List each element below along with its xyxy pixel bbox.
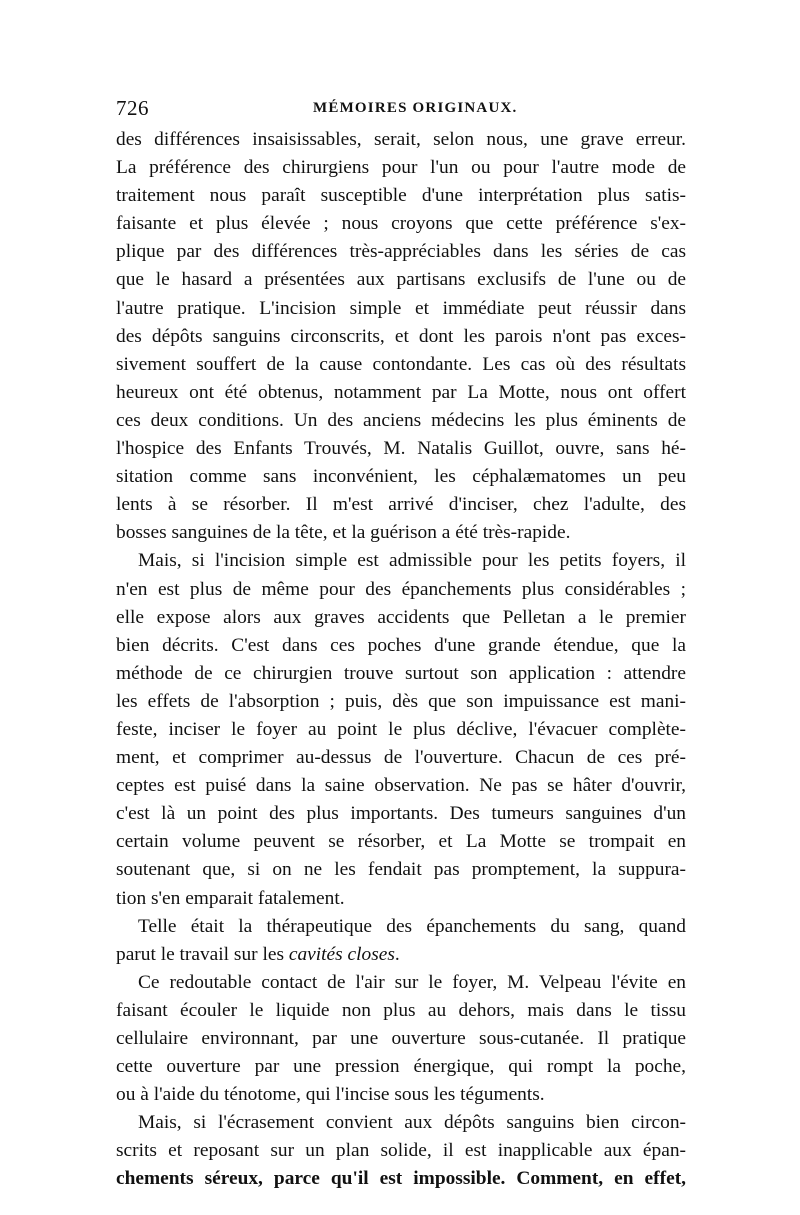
- text-line: c'est là un point des plus importants. Des tumeurs sanguines d'un: [116, 803, 686, 825]
- text-line: La préférence des chirurgiens pour l'un ou pour l'autre mode de: [116, 157, 686, 179]
- text-line: ceptes est puisé dans la saine observation. Ne pas se hâter d'ouvrir,: [116, 775, 686, 797]
- text-line: parut le travail sur les cavités closes.: [116, 943, 400, 965]
- paragraph: [116, 913, 686, 969]
- text-line: sitation comme sans inconvénient, les céphalæmatomes un peu: [116, 466, 686, 488]
- text-line: l'autre pratique. L'incision simple et immédiate peut réussir dans: [116, 297, 686, 319]
- text-line: les effets de l'absorption ; puis, dès que son impuissance est mani-: [116, 690, 686, 712]
- text-line: méthode de ce chirurgien trouve surtout son application : attendre: [116, 662, 686, 684]
- italic-phrase: cavités closes: [288, 943, 395, 965]
- text-line: Telle était la thérapeutique des épanchements du sang, quand: [138, 915, 686, 937]
- text-line: Mais, si l'incision simple est admissible pour les petits foyers, il: [138, 550, 686, 572]
- text-line: sivement souffert de la cause contondante. Les cas où des résultats: [116, 353, 686, 375]
- text-line: feste, inciser le foyer au point le plus déclive, l'évacuer complète-: [116, 718, 686, 740]
- text-line: bien décrits. C'est dans ces poches d'une grande étendue, que la: [116, 634, 686, 656]
- text-line: faisant écouler le liquide non plus au dehors, mais dans le tissu: [116, 999, 686, 1021]
- page-number: 726: [116, 96, 149, 120]
- text-line: Ce redoutable contact de l'air sur le foyer, M. Velpeau l'évite en: [138, 971, 686, 993]
- text-line: des différences insaisissables, serait, selon nous, une grave erreur.: [116, 129, 686, 150]
- paragraph: [116, 126, 686, 547]
- text-line: faisante et plus élevée ; nous croyons que cette préférence s'ex-: [116, 213, 686, 235]
- text-line: ment, et comprimer au-dessus de l'ouverture. Chacun de ces pré-: [116, 747, 686, 769]
- text-line: tion s'en emparait fatalement.: [116, 887, 345, 909]
- text-line: elle expose alors aux graves accidents que Pelletan a le premier: [116, 606, 686, 628]
- text-line: lents à se résorber. Il m'est arrivé d'inciser, chez l'adulte, des: [116, 494, 686, 516]
- text-line: plique par des différences très-appréciables dans les séries de cas: [116, 241, 686, 263]
- paragraph: [116, 547, 686, 912]
- text-line: soutenant que, si on ne les fendait pas promptement, la suppura-: [116, 859, 686, 881]
- paragraph: [116, 1109, 686, 1193]
- text-line: Mais, si l'écrasement convient aux dépôts sanguins bien circon-: [138, 1112, 686, 1134]
- text-line: chements séreux, parce qu'il est impossible. Comment, en effet,: [116, 1168, 686, 1190]
- text-line: l'hospice des Enfants Trouvés, M. Natalis Guillot, ouvre, sans hé-: [116, 438, 686, 460]
- text-line: que le hasard a présentées aux partisans exclusifs de l'une ou de: [116, 269, 686, 291]
- text-line: scrits et reposant sur un plan solide, il est inapplicable aux épan-: [116, 1140, 686, 1162]
- text-line: cellulaire environnant, par une ouverture sous-cutanée. Il pratique: [116, 1028, 686, 1049]
- text-line: bosses sanguines de la tête, et la guérison a été très-rapide.: [116, 522, 571, 544]
- text-line: certain volume peuvent se résorber, et La Motte se trompait en: [116, 831, 686, 853]
- running-head: [116, 96, 686, 120]
- text-line: cette ouverture par une pression énergique, qui rompt la poche,: [116, 1056, 686, 1078]
- paragraph: [116, 969, 686, 1109]
- body-text: [116, 126, 686, 1194]
- text-line: ou à l'aide du ténotome, qui l'incise sous les téguments.: [116, 1084, 545, 1106]
- running-title: MÉMOIRES ORIGINAUX.: [313, 100, 518, 116]
- text-line: des dépôts sanguins circonscrits, et dont les parois n'ont pas exces-: [116, 325, 686, 347]
- text-line: n'en est plus de même pour des épanchements plus considérables ;: [116, 578, 686, 600]
- text-line: ces deux conditions. Un des anciens médecins les plus éminents de: [116, 409, 686, 431]
- text-line: traitement nous paraît susceptible d'une interprétation plus satis-: [116, 185, 686, 207]
- text-line: heureux ont été obtenus, notamment par La Motte, nous ont offert: [116, 381, 686, 403]
